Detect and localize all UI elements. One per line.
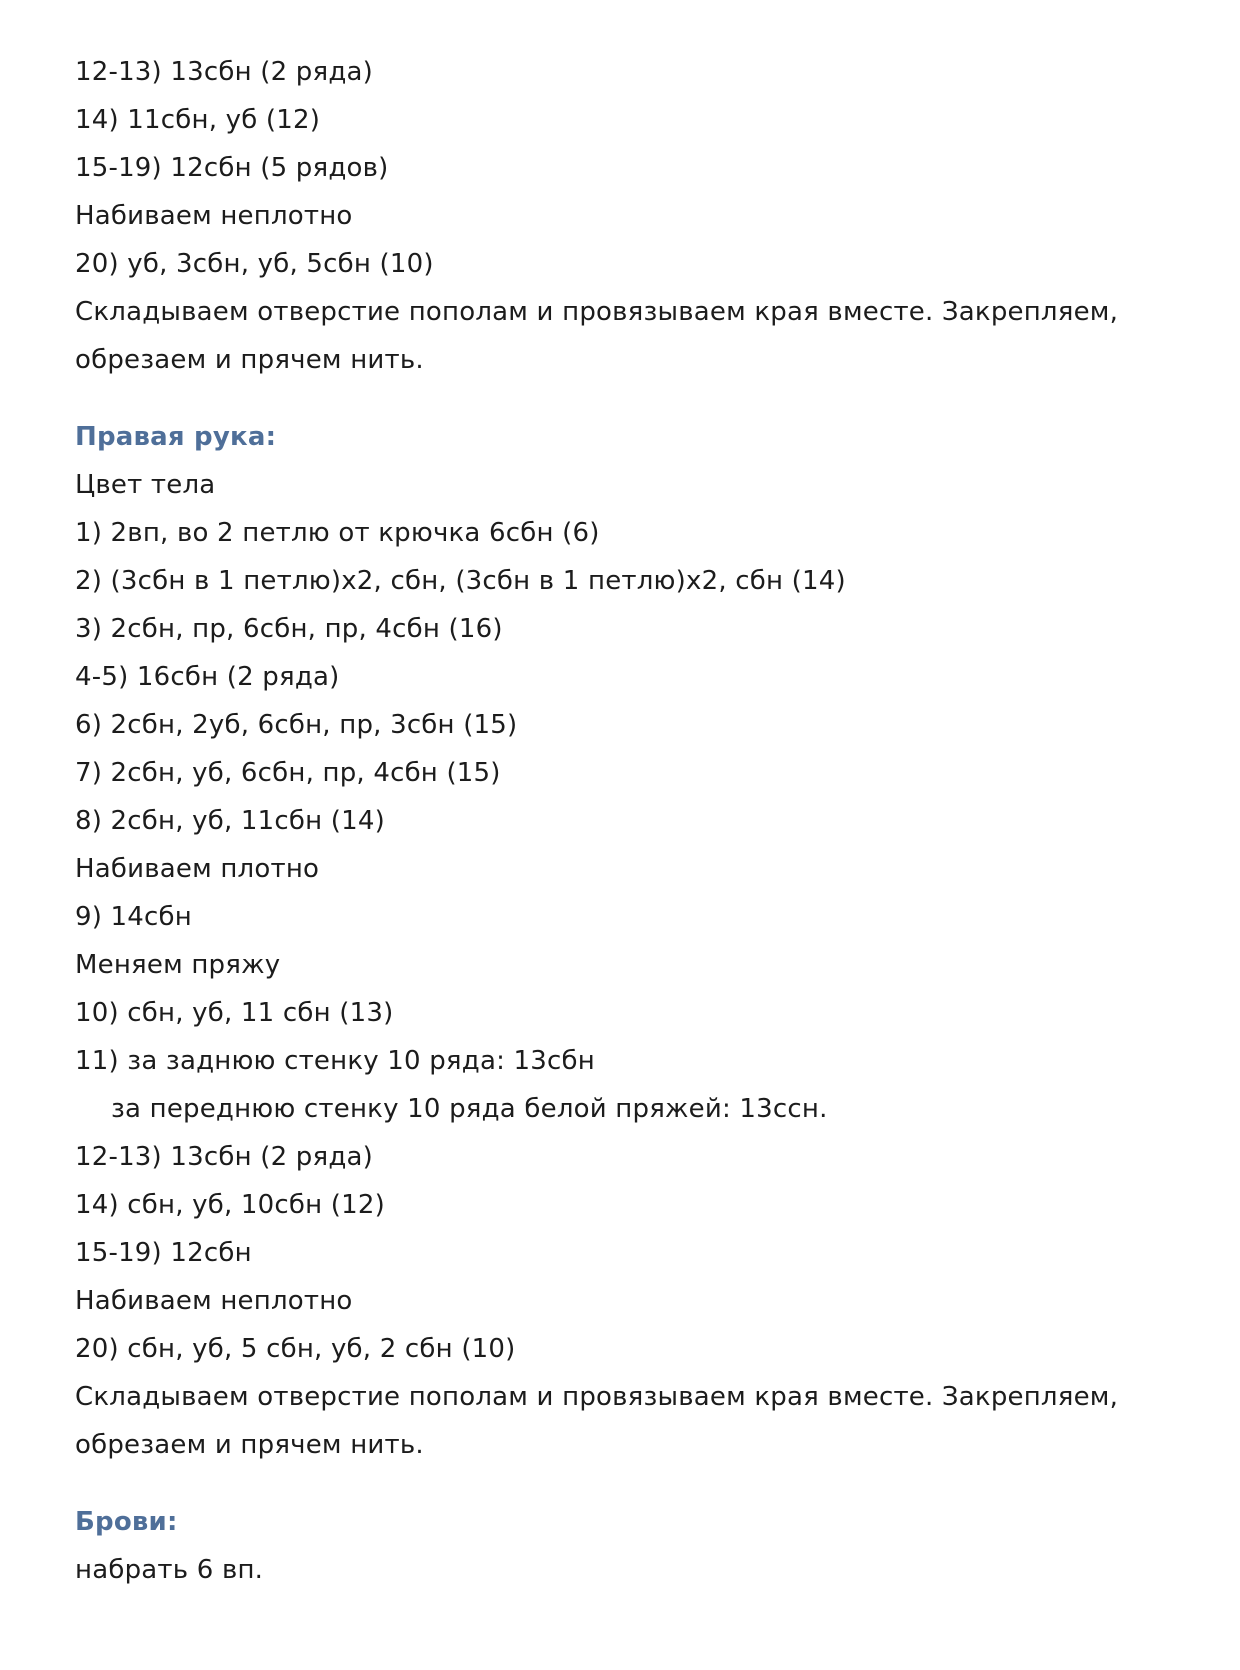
instruction-line: Складываем отверстие пополам и провязываем края вместе. Закрепляем, <box>75 297 1119 327</box>
section-heading-right-arm: Правая рука: <box>75 422 277 452</box>
instruction-line: 10) сбн, уб, 11 сбн (13) <box>75 998 394 1028</box>
instruction-line: обрезаем и прячем нить. <box>75 1430 424 1460</box>
instruction-line: 20) сбн, уб, 5 сбн, уб, 2 сбн (10) <box>75 1334 516 1364</box>
instruction-line: 6) 2сбн, 2уб, 6сбн, пр, 3сбн (15) <box>75 710 518 740</box>
instruction-line-indented: за переднюю стенку 10 ряда белой пряжей: 13ссн. <box>111 1094 828 1124</box>
instruction-line: Набиваем плотно <box>75 854 320 884</box>
instruction-line: Складываем отверстие пополам и провязываем края вместе. Закрепляем, <box>75 1382 1119 1412</box>
instruction-line: 20) уб, 3сбн, уб, 5сбн (10) <box>75 249 434 279</box>
instruction-line: 12-13) 13сбн (2 ряда) <box>75 1142 373 1172</box>
instruction-line: 8) 2сбн, уб, 11сбн (14) <box>75 806 385 836</box>
instruction-line: 4-5) 16сбн (2 ряда) <box>75 662 340 692</box>
instruction-line: 2) (3сбн в 1 петлю)х2, сбн, (3сбн в 1 петлю)х2, сбн (14) <box>75 566 846 596</box>
instruction-line: Цвет тела <box>75 470 216 500</box>
instruction-line: 11) за заднюю стенку 10 ряда: 13сбн <box>75 1046 595 1076</box>
instruction-line: Набиваем неплотно <box>75 1286 353 1316</box>
instruction-line: 7) 2сбн, уб, 6сбн, пр, 4сбн (15) <box>75 758 501 788</box>
instruction-line: Меняем пряжу <box>75 950 281 980</box>
instruction-line: 15-19) 12сбн (5 рядов) <box>75 153 389 183</box>
instruction-line: 15-19) 12сбн <box>75 1238 252 1268</box>
instruction-line: набрать 6 вп. <box>75 1555 264 1585</box>
instruction-line: 9) 14сбн <box>75 902 192 932</box>
instruction-line: 14) 11сбн, уб (12) <box>75 105 321 135</box>
instruction-line: 14) сбн, уб, 10сбн (12) <box>75 1190 385 1220</box>
instruction-line: 1) 2вп, во 2 петлю от крючка 6сбн (6) <box>75 518 600 548</box>
instruction-line: Набиваем неплотно <box>75 201 353 231</box>
instruction-line: 12-13) 13сбн (2 ряда) <box>75 57 373 87</box>
instruction-line: обрезаем и прячем нить. <box>75 345 424 375</box>
section-heading-eyebrows: Брови: <box>75 1507 178 1537</box>
instruction-line: 3) 2сбн, пр, 6сбн, пр, 4сбн (16) <box>75 614 503 644</box>
